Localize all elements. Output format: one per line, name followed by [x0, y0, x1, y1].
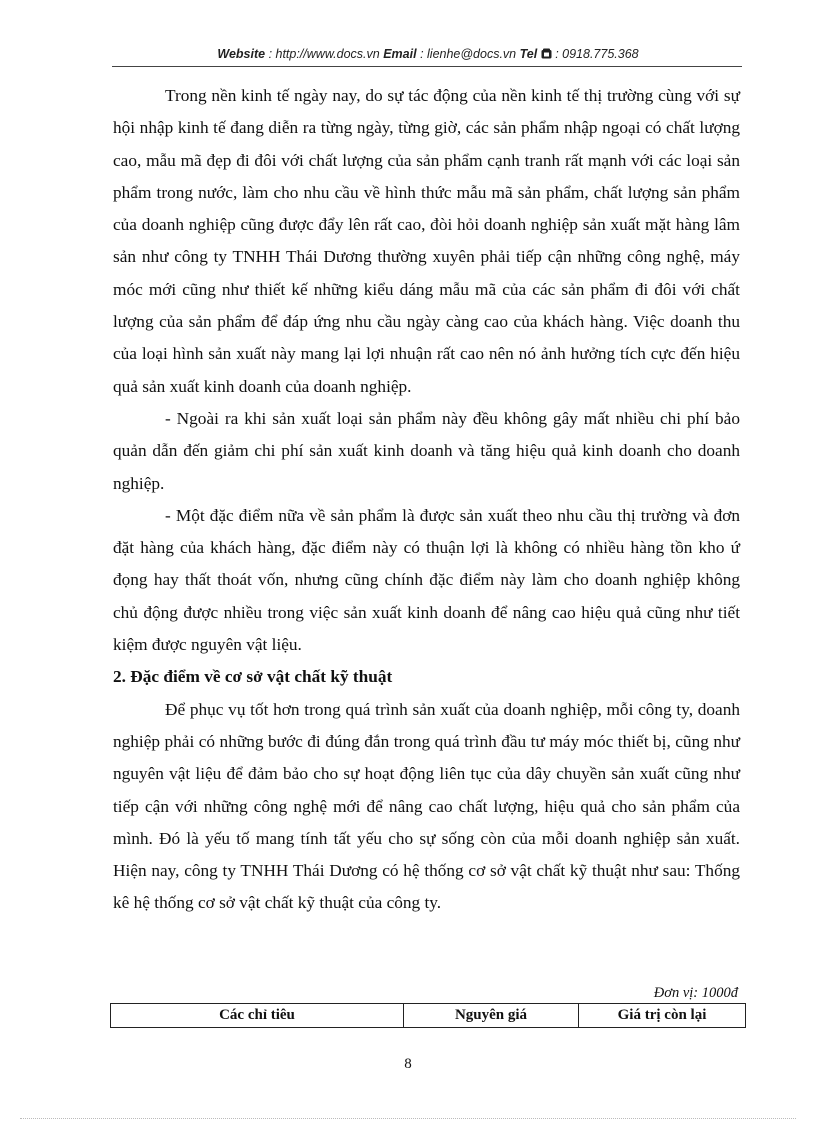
facilities-table: [110, 1003, 746, 1028]
phone-icon: [541, 48, 552, 62]
column-header-original-cost: Nguyên giá: [404, 1004, 579, 1028]
page-number: 8: [404, 1056, 412, 1072]
paragraph-facilities: Để phục vụ tốt hơn trong quá trình sản xuất của doanh nghiệp, mỗi công ty, doanh nghiệp phải có những bước đi đúng đắn trong quá trình đầu tư máy móc thiết bị, cũng như nguyên vật liệu để đảm bảo cho sự hoạt động liên tục của dây chuyền sản xuất cũng như tiếp cận với những công nghệ mới để nâng cao chất lượng, hiệu quả cho sản phẩm của mình. Đó là yếu tố mang tính tất yếu cho sự sống còn của mỗi doanh nghiệp sản xuất. Hiện nay, công ty TNHH Thái Dương có hệ thống cơ sở vật chất kỹ thuật như sau: Thống kê hệ thống cơ sở vật chất kỹ thuật của công ty.: [113, 699, 740, 913]
email-value: : lienhe@docs.vn: [420, 47, 517, 61]
page-header: [110, 47, 746, 62]
header-divider: [112, 66, 742, 67]
column-header-indicators: Các chỉ tiêu: [111, 1004, 404, 1028]
tel-label: Tel: [519, 47, 538, 61]
document-body: [113, 80, 740, 920]
paragraph-storage-cost: - Ngoài ra khi sản xuất loại sản phẩm này đều không gây mất nhiều chi phí bảo quản dẫn đến giảm chi phí sản xuất kinh doanh và tăng hiệu quả kinh doanh cho doanh nghiệp.: [113, 408, 740, 493]
page-bottom-border: [20, 1118, 796, 1119]
paragraph-demand: - Một đặc điểm nữa về sản phẩm là được sản xuất theo nhu cầu thị trường và đơn đặt hàng của khách hàng, đặc điểm này có thuận lợi là không có nhiều hàng tồn kho ứ đọng hay thất thoát vốn, nhưng cũng chính đặc điểm này làm cho doanh nghiệp không chủ động được nhiều trong việc sản xuất kinh doanh để nâng cao hiệu quả cũng như tiết kiệm được nguyên vật liệu.: [113, 505, 740, 655]
tel-value: : 0918.775.368: [555, 47, 639, 61]
website-value: : http://www.docs.vn: [268, 47, 380, 61]
paragraph-intro: Trong nền kinh tế ngày nay, do sự tác động của nền kinh tế thị trường cùng với sự hội nhập kinh tế đang diễn ra từng ngày, từng giờ, các sản phẩm nhập ngoại có chất lượng cao, mẫu mã đẹp đi đôi với chất lượng của sản phẩm cạnh tranh rất mạnh với các loại sản phẩm trong nước, làm cho nhu cầu về hình thức mẫu mã sản phẩm, chất lượng sản phẩm của doanh nghiệp cũng được đẩy lên rất cao, đòi hỏi doanh nghiệp sản xuất mặt hàng lâm sản như công ty TNHH Thái Dương thường xuyên phải tiếp cận những công nghệ, máy móc mới cũng như thiết kế những kiểu dáng mẫu mã của các sản phẩm đi đôi với chất lượng của sản phẩm để đáp ứng nhu cầu ngày càng cao của khách hàng. Việc doanh thu của loại hình sản xuất này mang lại lợi nhuận rất cao nên nó ảnh hưởng tích cực đến hiệu quả sản xuất kinh doanh của doanh nghiệp.: [113, 86, 740, 396]
column-header-residual-value: Giá trị còn lại: [579, 1004, 746, 1028]
website-label: Website: [217, 47, 266, 61]
email-label: Email: [383, 47, 417, 61]
section-heading: 2. Đặc điểm về cơ sở vật chất kỹ thuật: [113, 667, 393, 687]
table-header-row: [111, 1004, 746, 1028]
table-unit-label: Đơn vị: 1000đ: [653, 985, 738, 1001]
